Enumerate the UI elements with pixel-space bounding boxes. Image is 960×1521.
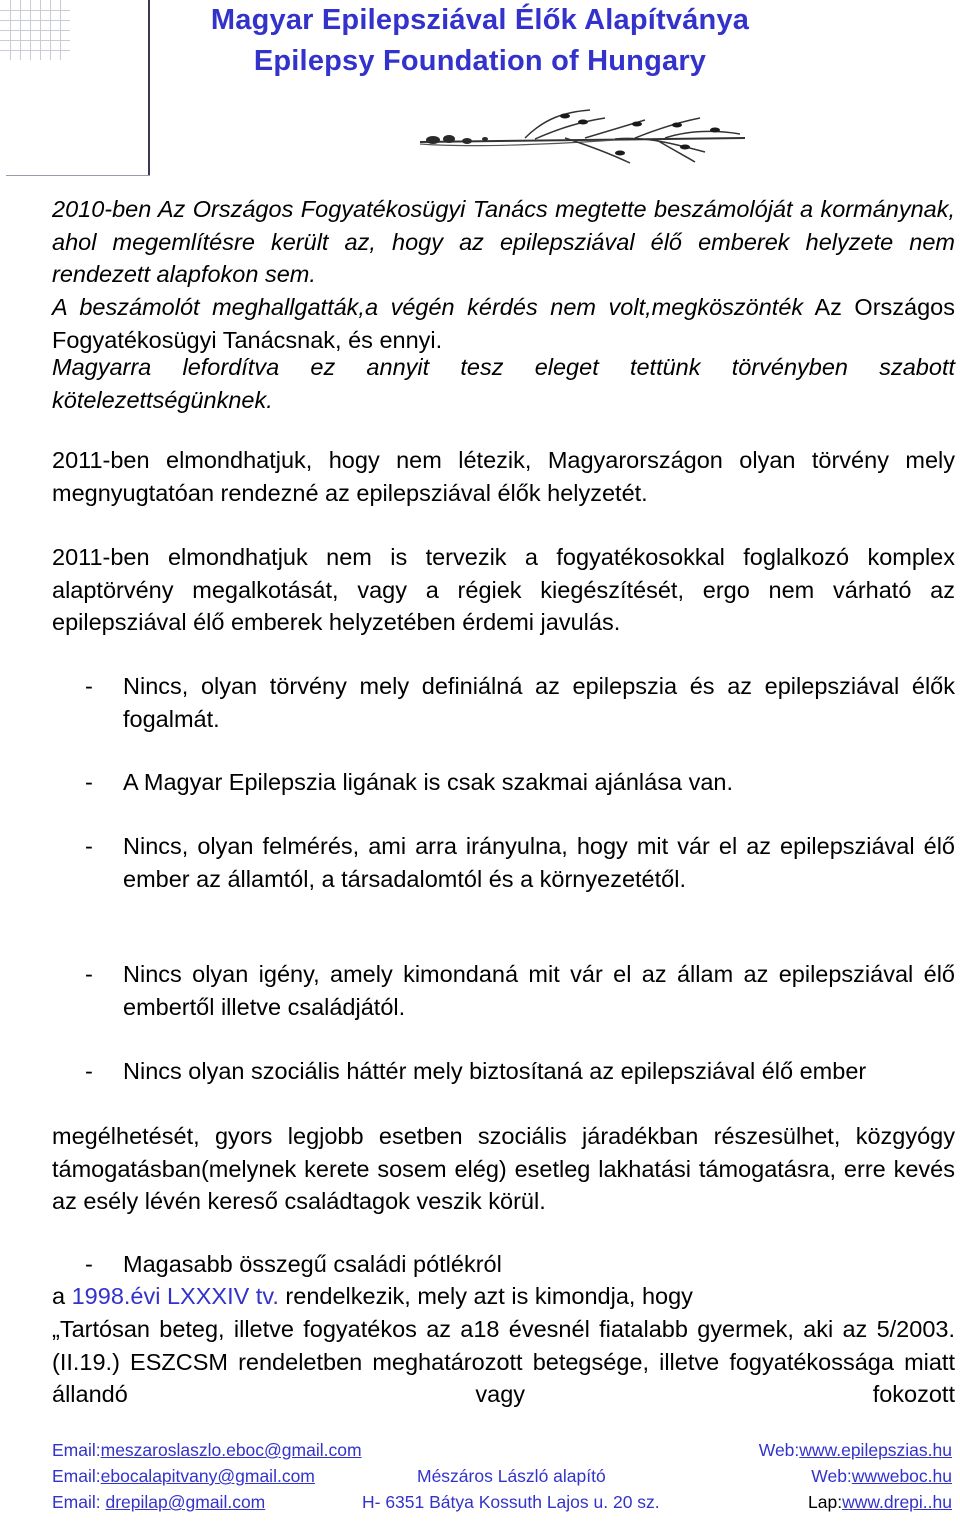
- paragraph-report-reception: [52, 291, 955, 356]
- paragraph-text: Magyarra lefordítva ez annyit tesz eleget tettünk törvényben szabott kötelezettségünknek.: [52, 354, 955, 413]
- paragraph-text: rendelkezik, mely azt is kimondja, hogy: [285, 1283, 693, 1309]
- bullet-text: A Magyar Epilepszia ligának is csak szakmai ajánlása van.: [123, 769, 733, 795]
- paragraph-law-quote: [52, 1313, 955, 1411]
- paragraph-livelihood: [52, 1120, 955, 1218]
- bullet-dash: -: [85, 1058, 93, 1084]
- paragraph-text: 2011-ben elmondhatjuk nem is tervezik a fogyatékosokkal foglalkozó komplex alaptörvény megalkotását, vagy a régiek kiegészítését, ergo nem várható az epilepsziával élő emberek helyzetében érdemi javulás.: [52, 544, 955, 635]
- footer-row: [52, 1489, 952, 1515]
- paragraph-text: Az Országos Fogyatékosügyi Tanácsnak, és ennyi.: [52, 294, 955, 353]
- bullet-dash: -: [85, 1251, 93, 1277]
- postal-address: H- 6351 Bátya Kossuth Lajos u. 20 sz.: [362, 1492, 660, 1512]
- bullet-dash: -: [85, 833, 93, 859]
- law-reference: 1998.évi LXXXIV tv.: [71, 1283, 279, 1309]
- bullet-text: Nincs olyan szociális háttér mely biztosítaná az epilepsziával élő ember: [123, 1058, 867, 1084]
- bullet-item: [52, 958, 955, 1023]
- email-link[interactable]: drepilap@gmail.com: [105, 1492, 266, 1512]
- web-link[interactable]: www.epilepszias.hu: [799, 1440, 952, 1460]
- email-link[interactable]: ebocalapitvany@gmail.com: [100, 1466, 315, 1486]
- paragraph-2011-no-law: [52, 444, 955, 509]
- email-label: Email:: [52, 1440, 101, 1460]
- paragraph-text: 2011-ben elmondhatjuk, hogy nem létezik, Magyarországon olyan törvény mely megnyugtatóan rendezné az epilepsziával élők helyzetét.: [52, 447, 955, 506]
- paragraph-2010-report: [52, 193, 955, 291]
- bullet-text: Nincs, olyan felmérés, ami arra irányulna, hogy mit vár el az epilepsziával élő ember az államtól, a társadalomtól és a környezetétől.: [123, 833, 955, 892]
- paragraph-text-italic: A beszámolót meghallgatták,a végén kérdés nem volt,megköszönték: [52, 294, 804, 320]
- bullet-text: Nincs olyan igény, amely kimondaná mit vár el az állam az epilepsziával élő embertől illetve családjától.: [123, 961, 955, 1020]
- founder-name: Mészáros László alapító: [417, 1466, 606, 1486]
- bullet-item: [52, 766, 955, 799]
- bullet-item: [52, 670, 955, 735]
- lavender-sprig-logo: [415, 108, 765, 166]
- paragraph-text: megélhetését, gyors legjobb esetben szociális járadékban részesülhet, közgyógy támogatásban(melynek kerete sosem elég) esetleg lakhatási támogatásra, erre kevés az esély lévén kereső családtagok veszik körül.: [52, 1123, 955, 1214]
- bullet-text: Nincs, olyan törvény mely definiálná az epilepszia és az epilepsziával élők fogalmát.: [123, 673, 955, 732]
- bullet-item: [52, 830, 955, 895]
- paragraph-2011-no-plans: [52, 541, 955, 639]
- bullet-dash: -: [85, 673, 93, 699]
- web-link[interactable]: wwweboc.hu: [851, 1466, 952, 1486]
- foundation-title-hungarian: Magyar Epilepsziával Élők Alapítványa: [210, 4, 750, 36]
- web-label: Web:: [758, 1440, 800, 1460]
- lap-link[interactable]: www.drepi..hu: [842, 1492, 952, 1512]
- lap-label: Lap:: [808, 1492, 843, 1512]
- footer: [52, 1437, 952, 1515]
- bullet-text: Magasabb összegű családi pótlékról: [123, 1251, 502, 1277]
- paragraph-text: 2010-ben Az Országos Fogyatékosügyi Tanács megtette beszámolóját a kormánynak, ahol megemlítésre került az, hogy az epilepsziával élő emberek helyzete nem rendezett alapfokon sem.: [52, 196, 955, 287]
- email-link[interactable]: meszaroslaszlo.eboc@gmail.com: [100, 1440, 362, 1460]
- web-label: Web:: [811, 1466, 852, 1486]
- bullet-item: [52, 1248, 955, 1281]
- paragraph-text: a: [52, 1283, 66, 1309]
- foundation-title-english: Epilepsy Foundation of Hungary: [253, 45, 707, 77]
- bullet-dash: -: [85, 769, 93, 795]
- email-label: Email:: [52, 1492, 106, 1512]
- paragraph-law-reference: [52, 1280, 955, 1313]
- email-label: Email:: [52, 1466, 101, 1486]
- paragraph-text: „Tartósan beteg, illetve fogyatékos az a18 évesnél fiatalabb gyermek, aki az 5/2003.(II.19.) ESZCSM rendeletben meghatározott betegsége, illetve fogyatékossága miatt állandó vagy fokozott: [52, 1316, 955, 1407]
- footer-row: [52, 1463, 952, 1489]
- paragraph-translation: [52, 351, 955, 416]
- footer-row: [52, 1437, 952, 1463]
- bullet-dash: -: [85, 961, 93, 987]
- bullet-item: [52, 1055, 955, 1088]
